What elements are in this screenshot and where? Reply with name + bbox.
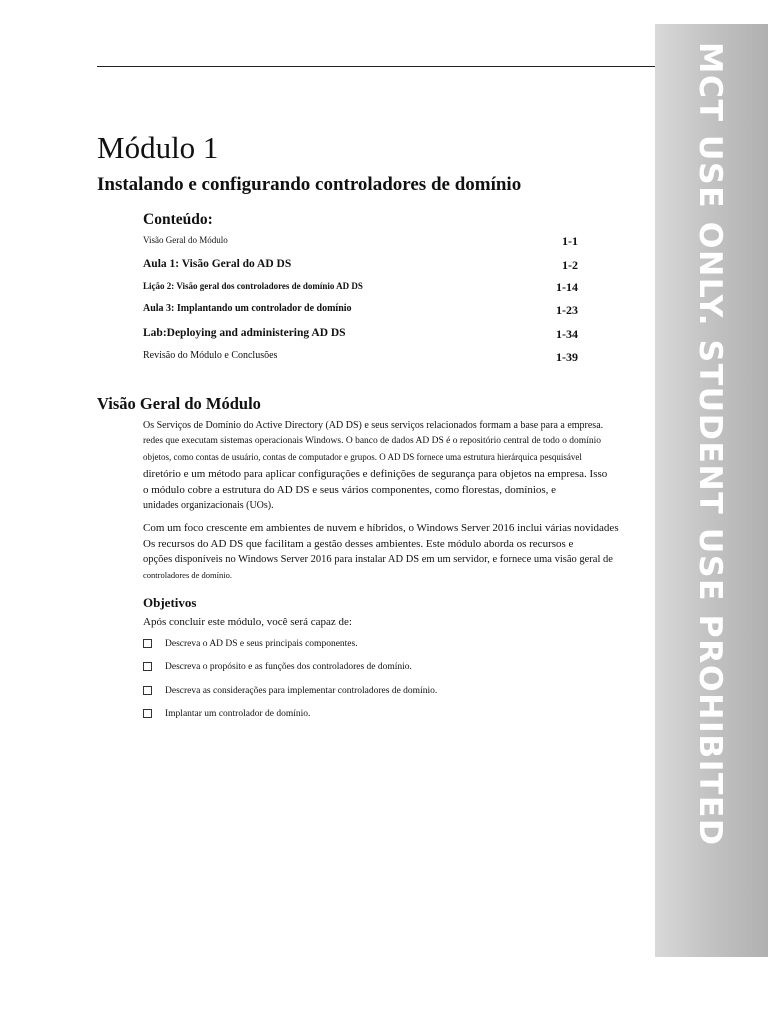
overview-paragraph-line: diretório e um método para aplicar configurações e definições de segurança para objetos na empresa. Isso xyxy=(143,468,608,480)
overview-paragraph-line: redes que executam sistemas operacionais Windows. O banco de dados AD DS é o repositório central de todo o domínio xyxy=(143,436,601,446)
objective-item xyxy=(143,686,437,696)
objective-item xyxy=(143,639,358,649)
toc-label: Visão Geral do Módulo xyxy=(143,235,228,245)
overview-heading: Visão Geral do Módulo xyxy=(97,394,261,413)
overview-paragraph-line: unidades organizacionais (UOs). xyxy=(143,500,274,511)
toc-page: 1-1 xyxy=(562,234,578,248)
overview-paragraph-line: opções disponíveis no Windows Server 2016 para instalar AD DS em um servidor, e fornece uma visão geral de xyxy=(143,554,613,565)
toc-page: 1-39 xyxy=(556,350,578,364)
overview-paragraph-line: Os recursos do AD DS que facilitam a gestão desses ambientes. Este módulo aborda os recursos e xyxy=(143,538,574,550)
toc-page: 1-2 xyxy=(562,258,578,272)
objective-text: Descreva o propósito e as funções dos controladores de domínio. xyxy=(165,662,412,672)
objective-text: Descreva as considerações para implementar controladores de domínio. xyxy=(165,686,438,696)
objective-item xyxy=(143,709,310,719)
watermark-band xyxy=(655,24,768,957)
toc-label: Aula 1: Visão Geral do AD DS xyxy=(143,258,292,270)
toc-label: Aula 3: Implantando um controlador de domínio xyxy=(143,303,352,314)
objectives-heading: Objetivos xyxy=(143,595,197,610)
checkbox-icon xyxy=(143,639,152,648)
checkbox-icon xyxy=(143,709,152,718)
checkbox-icon xyxy=(143,662,152,671)
overview-paragraph-line: controladores de domínio. xyxy=(143,570,232,580)
toc-page: 1-14 xyxy=(556,280,578,294)
objective-text: Implantar um controlador de domínio. xyxy=(165,709,311,719)
toc-label: Lição 2: Visão geral dos controladores de domínio AD DS xyxy=(143,281,363,291)
module-title: Instalando e configurando controladores de domínio xyxy=(97,174,522,195)
overview-paragraph-line: Os Serviços de Domínio do Active Directory (AD DS) e seus serviços relacionados formam a base para a empresa. xyxy=(143,420,604,431)
overview-paragraph-line: objetos, como contas de usuário, contas de computador e grupos. O AD DS fornece uma estrutura hierárquica pesquisável xyxy=(143,452,582,462)
toc-label: Revisão do Módulo e Conclusões xyxy=(143,350,278,361)
objective-text: Descreva o AD DS e seus principais componentes. xyxy=(165,639,358,649)
overview-paragraph-line: o módulo cobre a estrutura do AD DS e seus vários componentes, como florestas, domínios, e xyxy=(143,484,557,496)
toc-page: 1-34 xyxy=(556,327,578,341)
module-number: Módulo 1 xyxy=(97,130,219,165)
watermark-text: MCT USE ONLY. STUDENT USE PROHIBITED xyxy=(692,42,728,847)
objectives-intro: Após concluir este módulo, você será capaz de: xyxy=(143,616,352,628)
toc-page: 1-23 xyxy=(556,303,578,317)
contents-heading: Conteúdo: xyxy=(143,211,213,228)
toc-label: Lab:Deploying and administering AD DS xyxy=(143,327,346,339)
objective-item xyxy=(143,662,412,672)
checkbox-icon xyxy=(143,686,152,695)
header-rule xyxy=(97,66,655,67)
overview-paragraph-line: Com um foco crescente em ambientes de nuvem e híbridos, o Windows Server 2016 inclui várias novidades xyxy=(143,522,619,534)
